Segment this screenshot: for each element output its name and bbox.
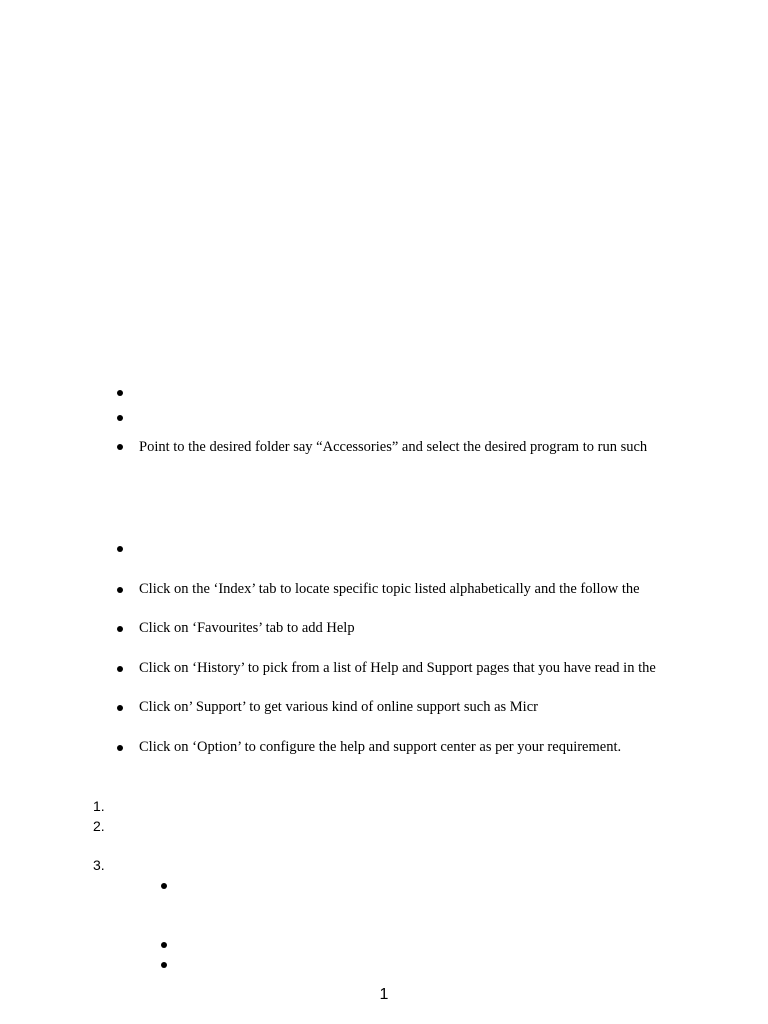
list-item: Click on ‘Option’ to configure the help and support center as per your requirement.	[139, 739, 622, 755]
bullet-icon	[161, 942, 167, 948]
bullet-icon	[117, 546, 123, 552]
page-number: 1	[379, 986, 389, 1003]
bullet-icon	[117, 626, 123, 632]
list-item: Click on’ Support’ to get various kind of online support such as Micr	[139, 699, 538, 715]
bullet-icon	[117, 587, 123, 593]
list-number: 1.	[93, 798, 105, 814]
bullet-icon	[117, 666, 123, 672]
list-item: Click on ‘History’ to pick from a list of Help and Support pages that you have read in the	[139, 660, 656, 676]
bullet-icon	[117, 444, 123, 450]
bullet-icon	[161, 962, 167, 968]
list-item: Click on the ‘Index’ tab to locate specific topic listed alphabetically and the follow the	[139, 581, 640, 597]
list-number: 3.	[93, 857, 105, 873]
bullet-icon	[117, 705, 123, 711]
list-item: Point to the desired folder say “Accessories” and select the desired program to run such	[139, 439, 648, 455]
list-item: Click on ‘Favourites’ tab to add Help	[139, 620, 355, 636]
bullet-icon	[117, 745, 123, 751]
bullet-icon	[117, 390, 123, 396]
list-number: 2.	[93, 818, 105, 834]
bullet-icon	[161, 883, 167, 889]
bullet-icon	[117, 415, 123, 421]
